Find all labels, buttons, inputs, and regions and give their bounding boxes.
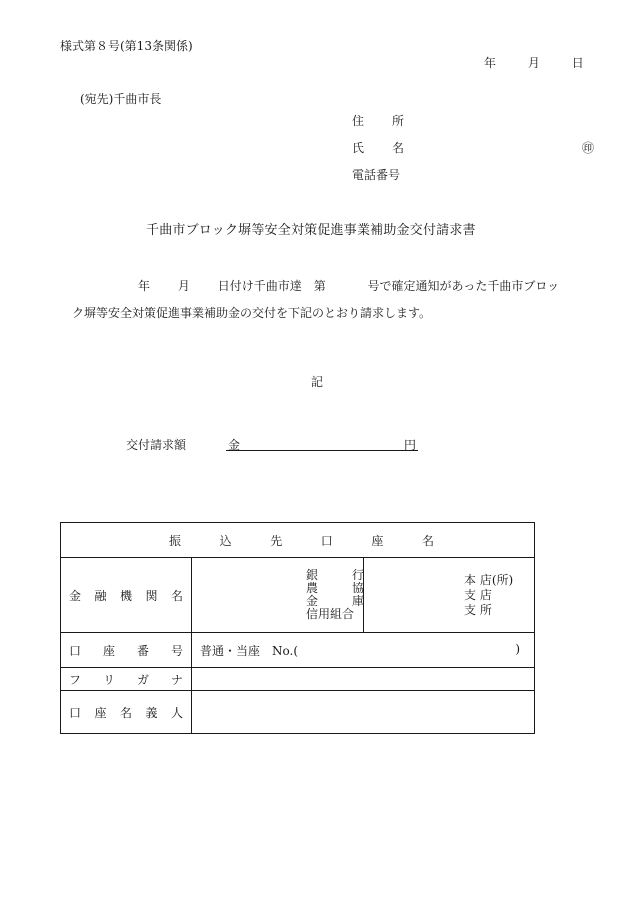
holder-char-4: 義	[145, 705, 158, 720]
institution-char-2: 融	[94, 588, 107, 603]
account-table	[60, 522, 535, 734]
furigana-label-cell	[61, 668, 192, 691]
document-title: 千曲市ブロック塀等安全対策促進事業補助金交付請求書	[146, 223, 476, 238]
account-table-header	[61, 523, 535, 558]
kana-char-3: ガ	[136, 672, 149, 687]
institution-type-list	[306, 569, 364, 621]
date-year: 年	[484, 56, 497, 70]
holder-char-2: 座	[94, 705, 107, 720]
holder-char-5: 人	[170, 705, 183, 720]
institution-label-cell	[61, 558, 192, 633]
institution-char-1: 金	[69, 588, 82, 603]
furigana-field[interactable]	[192, 668, 535, 691]
date-line	[484, 54, 584, 71]
header-char-5: 座	[371, 533, 384, 548]
type-credit-bank: 金 庫	[306, 594, 364, 608]
institution-name-field[interactable]	[192, 558, 364, 633]
amount-label: 交付請求額	[126, 438, 187, 452]
type-agri-coop: 農 協	[306, 581, 364, 595]
account-number-label-cell	[61, 633, 192, 668]
institution-char-5: 名	[170, 588, 183, 603]
branch-type-list	[464, 573, 534, 618]
amount-prefix: 金	[228, 438, 241, 452]
branch-office: 支 所	[464, 602, 492, 617]
institution-char-3: 機	[119, 588, 132, 603]
kana-char-4: ナ	[170, 672, 183, 687]
seal-mark: ㊞	[582, 141, 595, 155]
address-label	[352, 112, 404, 129]
holder-char-3: 名	[119, 705, 132, 720]
ki-heading: 記	[311, 375, 324, 389]
account-holder-label-cell	[61, 691, 192, 734]
header-char-3: 先	[270, 533, 283, 548]
date-day: 日	[571, 56, 584, 70]
name-char-1: 氏	[352, 141, 365, 155]
account-holder-field[interactable]	[192, 691, 535, 734]
amount-underline	[226, 450, 418, 451]
branch-name-field[interactable]	[364, 558, 535, 633]
body-date-rest: 日付け千曲市達 第	[217, 279, 326, 293]
kana-char-1: フ	[69, 672, 82, 687]
kana-char-2: リ	[102, 672, 115, 687]
header-char-4: 口	[320, 533, 333, 548]
type-credit-union: 信用組合	[306, 607, 355, 621]
type-bank: 銀 行	[306, 568, 364, 582]
header-char-1: 振	[169, 533, 182, 548]
address-char-1: 住	[352, 114, 365, 128]
body-line-1-tail: 号で確定通知があった千曲市ブロッ	[367, 279, 560, 293]
amount-unit: 円	[404, 438, 417, 452]
name-char-2: 名	[391, 141, 404, 155]
account-kind: 普通・当座 No.(	[200, 643, 299, 658]
acctno-char-1: 口	[69, 643, 82, 658]
acctno-char-2: 座	[102, 643, 115, 658]
date-month: 月	[527, 56, 540, 70]
account-number-field[interactable]	[192, 633, 535, 668]
phone-label: 電話番号	[352, 168, 401, 182]
acctno-char-3: 番	[136, 643, 149, 658]
body-year: 年	[138, 279, 151, 293]
branch-head-office: 本 店(所)	[464, 572, 514, 587]
body-line-1	[138, 277, 559, 294]
body-month: 月	[177, 279, 190, 293]
body-line-2: ク塀等安全対策促進事業補助金の交付を下記のとおり請求します。	[72, 306, 432, 320]
address-char-2: 所	[391, 114, 404, 128]
name-label	[352, 139, 404, 156]
branch-branch: 支 店	[464, 587, 492, 602]
addressee: (宛先)千曲市長	[80, 92, 162, 106]
header-char-6: 名	[421, 533, 434, 548]
acctno-char-4: 号	[170, 643, 183, 658]
account-close-paren: )	[515, 641, 521, 656]
institution-char-4: 関	[145, 588, 158, 603]
holder-char-1: 口	[69, 705, 82, 720]
header-char-2: 込	[219, 533, 232, 548]
form-number: 様式第８号(第13条関係)	[60, 39, 193, 53]
